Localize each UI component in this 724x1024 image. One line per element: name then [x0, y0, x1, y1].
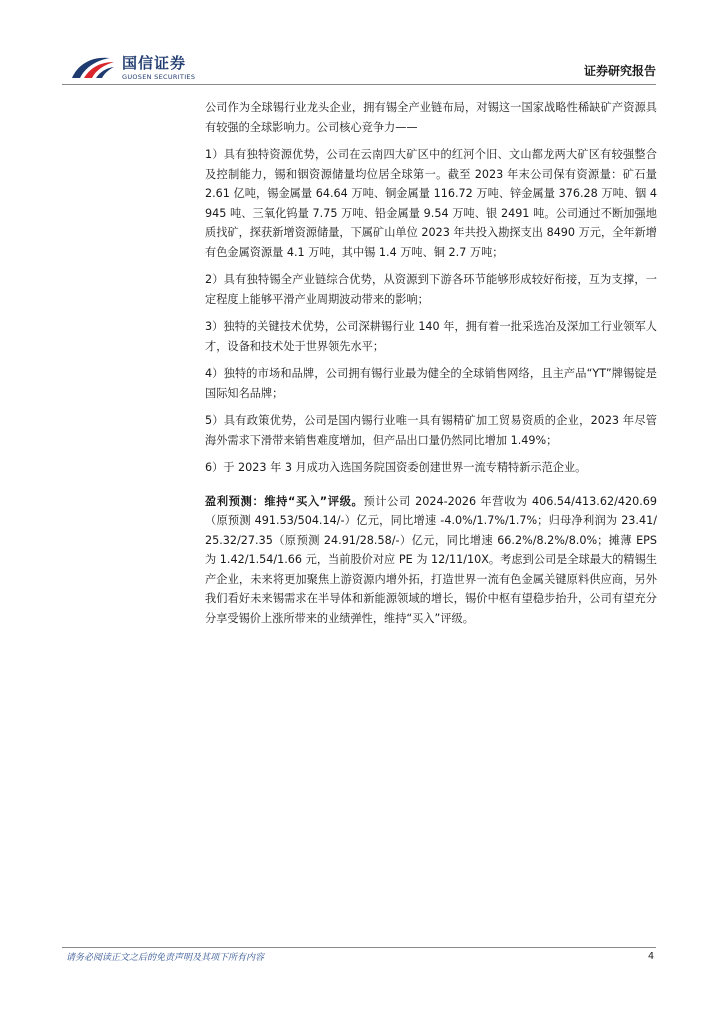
intro-paragraph: 公司作为全球锡行业龙头企业，拥有锡全产业链布局，对锡这一国家战略性稀缺矿产资源具有较强的全球影响力。公司核心竞争力——: [205, 101, 657, 134]
guosen-logo-icon: [70, 52, 116, 82]
brand-name-en: GUOSEN SECURITIES: [122, 73, 196, 81]
forecast-body: 预计公司 2024-2026 年营收为 406.54/413.62/420.69（原预测 491.53/504.14/-）亿元，同比增速 -4.0%/1.7%/1.7%；归母净利润为 23.41/25.32/27.35（原预测 24.91/28.58/-）亿元，同比增速 66.2%/8.2%/8.0%；摊薄 EPS 为 1.42/1.54/1.66 元，当前股价对应 PE 为 12/11/10X。考虑到公司是全球最大的精锡生产企业，未来将更加聚焦上游资源内增外拓，打造世界一流有色金属关键原料供应商，另外我们看好未来锡需求在半导体和新能源领域的增长，锡价中枢有望稳步抬升，公司有望充分分享受锡价上涨所带来的业绩弹性，维持“买入”评级。: [205, 494, 657, 625]
strength-point-4: 4）独特的市场和品牌，公司拥有锡行业最为健全的全球销售网络，且主产品“YT”牌锡锭是国际知名品牌；: [205, 367, 657, 400]
report-type-label: 证券研究报告: [583, 64, 656, 78]
strength-point-6: 6）于 2023 年 3 月成功入选国务院国资委创建世界一流专精特新示范企业。: [205, 461, 587, 474]
forecast-heading: 盈利预测：维持“买入”评级。: [205, 494, 364, 508]
strength-point-3: 3）独特的关键技术优势，公司深耕锡行业 140 年，拥有着一批采选冶及深加工行业领军人才，设备和技术处于世界领先水平；: [205, 320, 657, 353]
report-body: [205, 98, 657, 636]
page-number: 4: [647, 951, 654, 962]
footer-disclaimer: 请务必阅读正文之后的免责声明及其项下所有内容: [66, 953, 265, 963]
page-header: [0, 0, 724, 84]
brand-name-cn: 国信证券: [122, 54, 187, 72]
strength-point-5: 5）具有政策优势，公司是国内锡行业唯一具有锡精矿加工贸易资质的企业，2023 年尽管海外需求下滑带来销售难度增加，但产品出口量仍然同比增加 1.49%；: [205, 414, 657, 447]
footer-divider: [62, 947, 656, 948]
strength-point-2: 2）具有独特锡全产业链综合优势，从资源到下游各环节能够形成较好衔接，互为支撑，一定程度上能够平滑产业周期波动带来的影响；: [205, 273, 657, 306]
forecast-paragraph: [205, 492, 657, 629]
strength-point-1: 1）具有独特资源优势，公司在云南四大矿区中的红河个旧、文山都龙两大矿区有较强整合及控制能力，锡和铟资源储量均位居全球第一。截至 2023 年末公司保有资源量：矿石量 2.61 亿吨，锡金属量 64.64 万吨、铜金属量 116.72 万吨、锌金属量 376.28 万吨、铟 4945 吨、三氧化钨量 7.75 万吨、铅金属量 9.54 万吨、银 2491 吨。公司通过不断加强地质找矿，探获新增资源储量，下属矿山单位 2023 年共投入勘探支出 8490 万元，全年新增有色金属资源量 4.1 万吨，其中锡 1.4 万吨、铜 2.7 万吨；: [205, 148, 657, 259]
header-divider: [62, 84, 656, 85]
guosen-logo: [70, 52, 210, 84]
